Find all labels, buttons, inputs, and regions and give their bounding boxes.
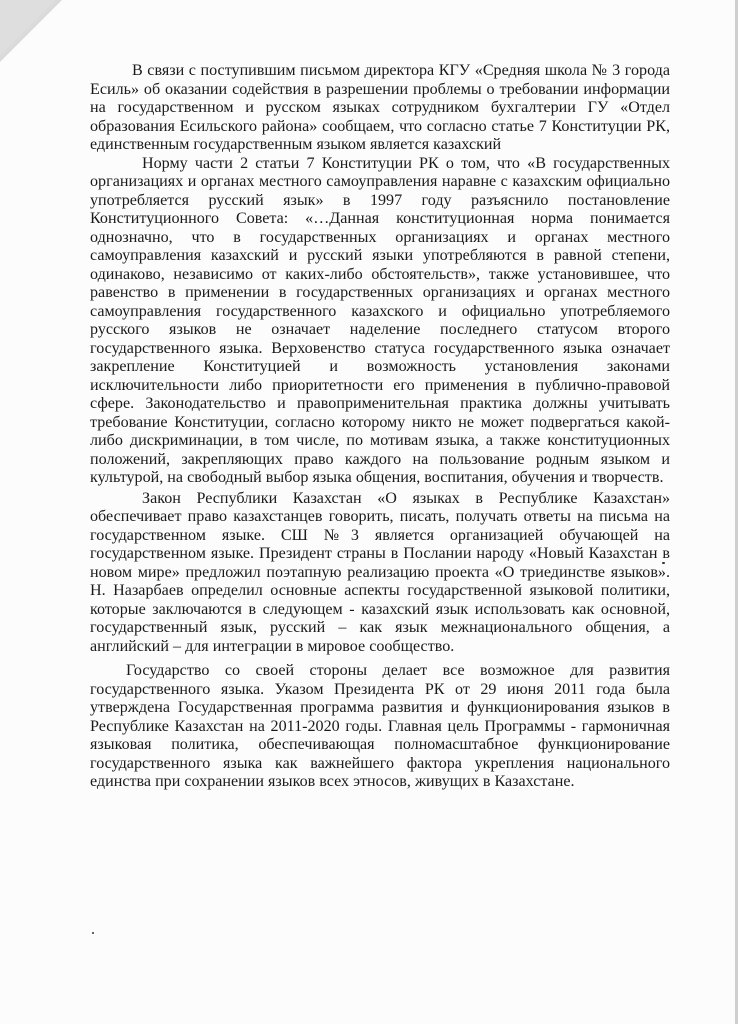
scan-speck [662, 562, 665, 564]
paragraph-3: Закон Республики Казахстан «О языках в Республике Казахстан» обеспечивает право казахстанцев говорить, писать, получать ответы на письма на государственном языке. СШ №3 является организацией обучающей на государственном языке. Президент страны в Послании народу «Новый Казахстан в новом мире» предложил поэтапную реализацию проекта «О триединстве языков». Н. Назарбаев определил основные аспекты государственной языковой политики, которые заключаются в следующем - казахский язык использовать как основной, государственный язык, русский – как язык межнационального общения, а английский – для интеграции в мировое сообщество. [90, 489, 670, 655]
folded-corner-highlight [0, 0, 56, 56]
scan-speck [92, 932, 94, 934]
paragraph-2: Норму части 2 статьи 7 Конституции РК о том, что «В государственных организациях и органах местного самоуправления наравне с казахским официально употребляется русский язык» в 1997 году разъяснило постановление Конституционного Совета: «…Данная конституционная норма понимается однозначно, что в государственных организациях и органах местного самоуправления казахский и русский языки употребляются в равной степени, одинаково, независимо от каких-либо обстоятельств», также установившее, что равенство в применении в государственных организациях и органах местного самоуправления государственного казахского и официально употребляемого русского языков не означает наделение последнего статусом второго государственного языка. Верховенство статуса государственного языка означает закрепление Конституцией и возможность установления законами исключительности либо приоритетности его применения в публично-правовой сфере. Законодательство и правоприменительная практика должны учитывать требование Конституции, согласно которому никто не может подвергаться какой-либо дискриминации, в том числе, по мотивам языка, а также конституционных положений, закрепляющих право каждого на пользование родным языком и культурой, на свободный выбор языка общения, воспитания, обучения и творчеств. [90, 154, 670, 486]
document-body [90, 62, 670, 792]
paragraph-4: Государство со своей стороны делает все возможное для развития государственного языка. Указом Президента РК от 29 июня 2011 года была утверждена Государственная программа развития и функционирования языков в Республике Казахстан на 2011-2020 годы. Главная цель Программы - гармоничная языковая политика, обеспечивающая полномасштабное функционирование государственного языка как важнейшего фактора укрепления национального единства при сохранении языков всех этносов, живущих в Казахстане. [90, 662, 670, 790]
paragraph-1: В связи с поступившим письмом директора КГУ «Средняя школа № 3 города Есиль» об оказании содействия в разрешении проблемы о требовании информации на государственном и русском языках сотрудником бухгалтерии ГУ «Отдел образования Есильского района» сообщаем, что согласно статье 7 Конституции РК, единственным государственным языком является казахский [90, 62, 670, 153]
